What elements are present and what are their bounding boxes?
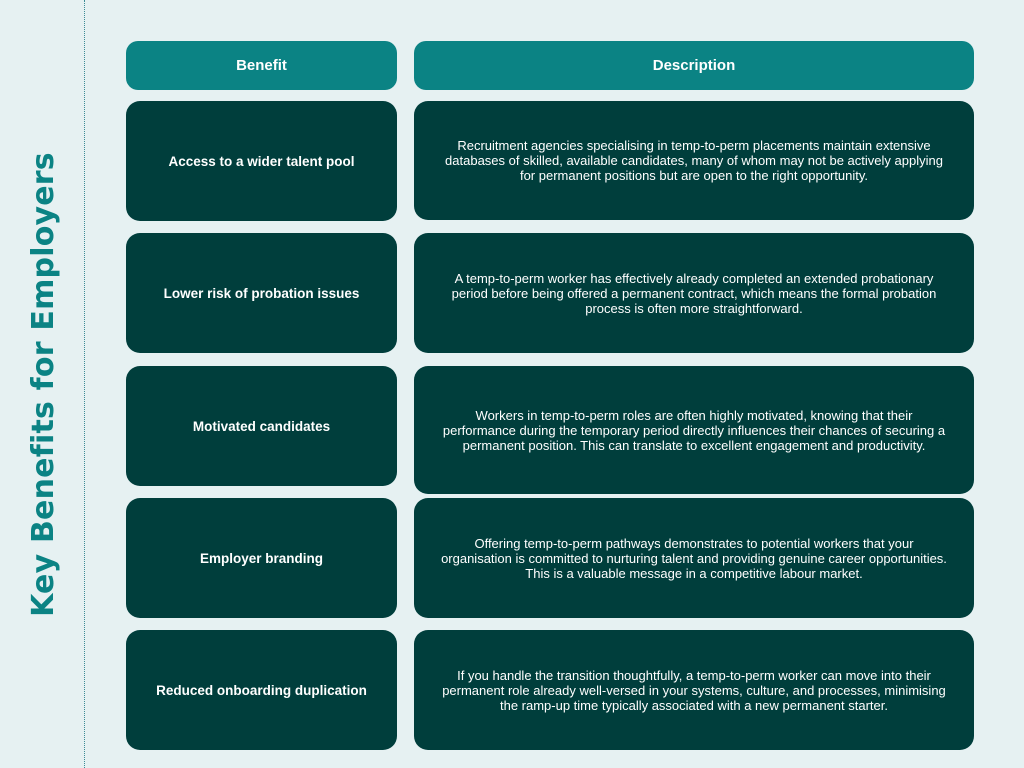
benefit-cell: Reduced onboarding duplication xyxy=(126,630,397,750)
header-benefit: Benefit xyxy=(126,41,397,90)
side-title-text: Key Benefits for Employers xyxy=(25,151,61,617)
description-cell: Recruitment agencies specialising in temp-to-perm placements maintain extensive databases of skilled, available candidates, many of whom may not be actively applying for permanent positions but are open to the right opportunity. xyxy=(414,101,974,220)
benefit-cell: Employer branding xyxy=(126,498,397,618)
description-cell: A temp-to-perm worker has effectively already completed an extended probationary period before being offered a permanent contract, which means the formal probation process is often more straightforward. xyxy=(414,233,974,353)
header-description: Description xyxy=(414,41,974,90)
benefit-cell: Lower risk of probation issues xyxy=(126,233,397,353)
description-cell: Offering temp-to-perm pathways demonstrates to potential workers that your organisation is committed to nurturing talent and providing genuine career opportunities. This is a valuable message in a competitive labour market. xyxy=(414,498,974,618)
description-cell: Workers in temp-to-perm roles are often highly motivated, knowing that their performance during the temporary period directly influences their chances of securing a permanent position. This can translate to excellent engagement and productivity. xyxy=(414,366,974,494)
side-title xyxy=(20,0,66,768)
benefit-cell: Motivated candidates xyxy=(126,366,397,486)
benefit-cell: Access to a wider talent pool xyxy=(126,101,397,221)
dotted-divider xyxy=(84,0,85,768)
description-cell: If you handle the transition thoughtfully, a temp-to-perm worker can move into their permanent role already well-versed in your systems, culture, and processes, minimising the ramp-up time typically associated with a new permanent starter. xyxy=(414,630,974,750)
